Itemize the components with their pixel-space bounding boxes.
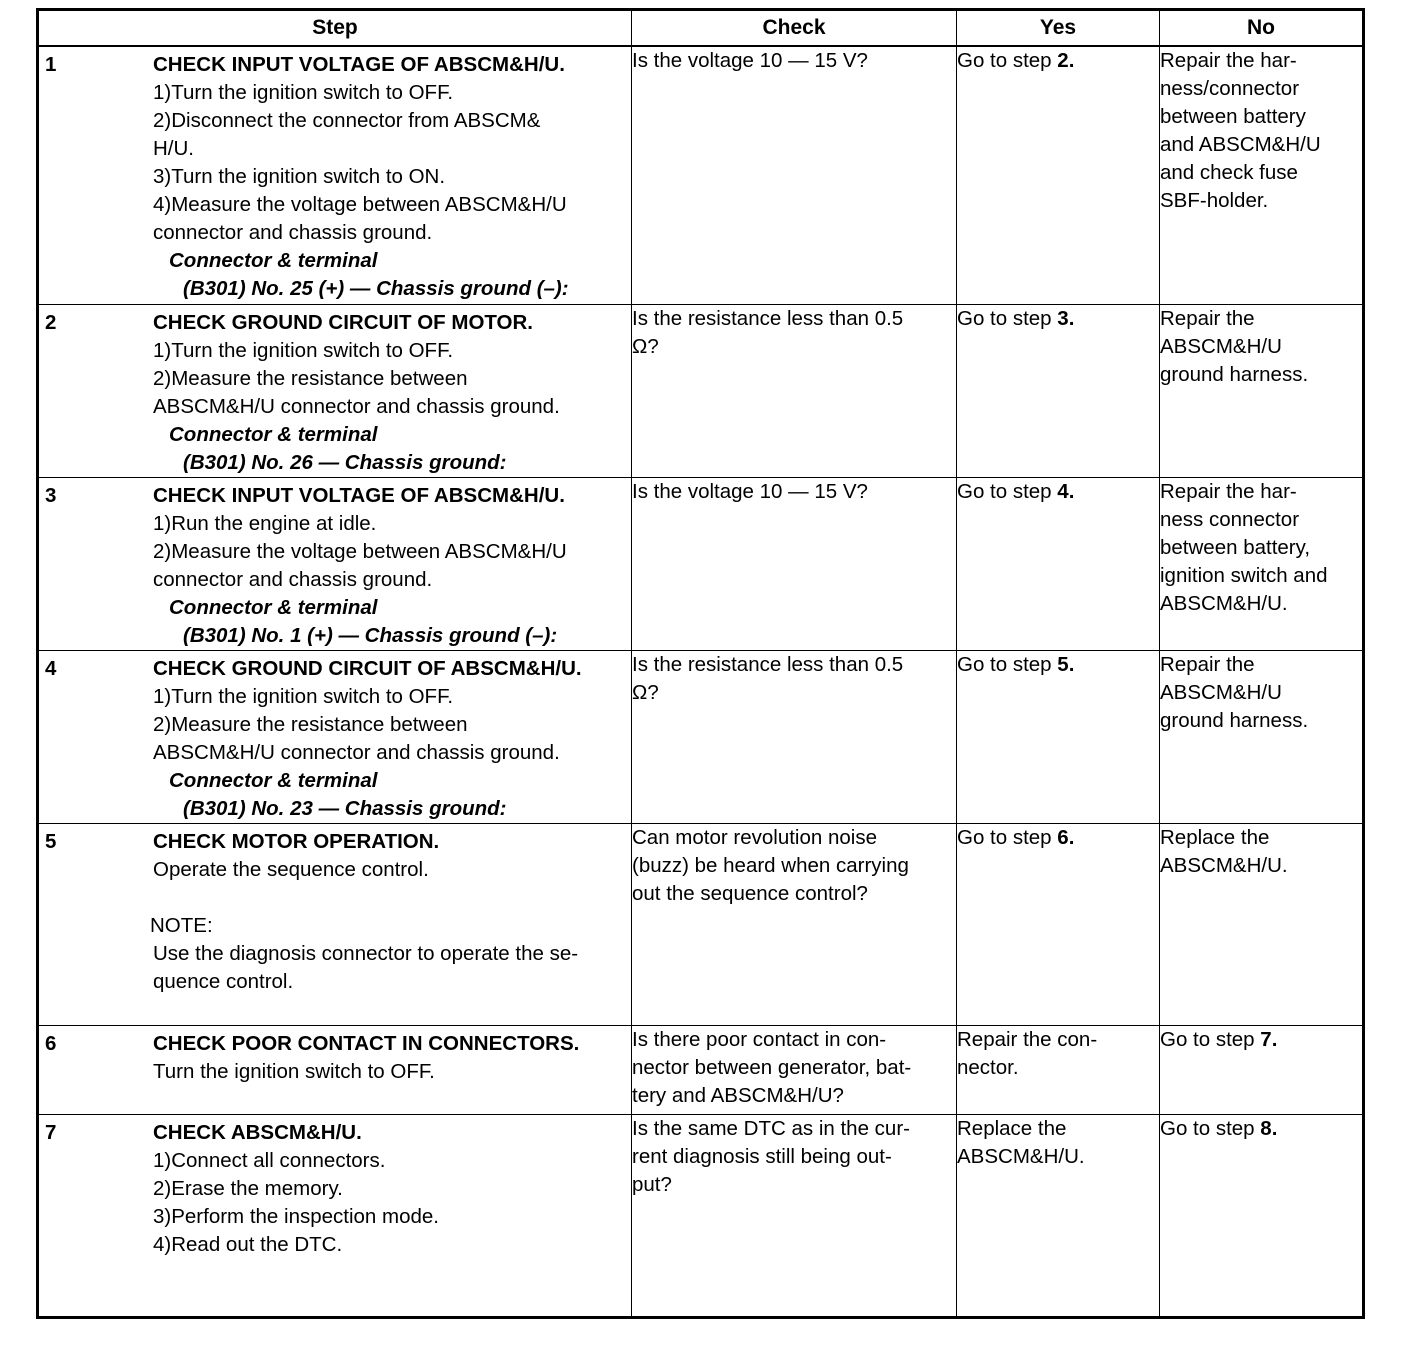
no-line: between battery, xyxy=(1160,535,1311,559)
step-title: CHECK INPUT VOLTAGE OF ABSCM&H/U. xyxy=(153,53,565,76)
no-text: Go to step xyxy=(1160,1116,1255,1140)
yes-cell xyxy=(957,304,1160,477)
no-cell xyxy=(1160,477,1364,650)
yes-cell xyxy=(957,650,1160,823)
yes-cell xyxy=(957,823,1160,1025)
step-line: 2)Erase the memory. xyxy=(153,1176,343,1200)
table-row xyxy=(38,1114,1364,1317)
check-line: Is the voltage 10 — 15 V? xyxy=(632,479,868,503)
yes-line: nector. xyxy=(957,1055,1019,1079)
step-cell xyxy=(38,823,632,1025)
step-number: 4 xyxy=(45,656,57,680)
connector-label: Connector & terminal xyxy=(169,595,378,619)
yes-cell xyxy=(957,1025,1160,1114)
table-row xyxy=(38,650,1364,823)
no-line: ABSCM&H/U. xyxy=(1160,591,1288,615)
check-cell xyxy=(632,477,957,650)
no-line: and check fuse xyxy=(1160,161,1298,184)
check-cell xyxy=(632,46,957,304)
no-cell xyxy=(1160,650,1364,823)
connector-terminal: (B301) No. 26 — Chassis ground: xyxy=(183,450,507,474)
table-row xyxy=(38,46,1364,304)
check-line: tery and ABSCM&H/U? xyxy=(632,1083,844,1107)
diagnosis-table xyxy=(36,8,1365,1319)
yes-text: Go to step xyxy=(957,825,1052,849)
step-line: 3)Turn the ignition switch to ON. xyxy=(153,165,446,188)
yes-cell xyxy=(957,477,1160,650)
step-number: 2 xyxy=(45,310,57,334)
step-line: H/U. xyxy=(153,137,194,160)
check-cell xyxy=(632,1025,957,1114)
check-cell xyxy=(632,304,957,477)
check-cell xyxy=(632,1114,957,1317)
check-line: rent diagnosis still being out- xyxy=(632,1144,892,1168)
no-line: ABSCM&H/U xyxy=(1160,680,1282,704)
step-line: 1)Turn the ignition switch to OFF. xyxy=(153,81,454,104)
step-title: CHECK INPUT VOLTAGE OF ABSCM&H/U. xyxy=(153,483,565,507)
step-title: CHECK GROUND CIRCUIT OF ABSCM&H/U. xyxy=(153,656,582,680)
yes-step-number: 5. xyxy=(1057,652,1075,676)
step-cell xyxy=(38,650,632,823)
step-number: 7 xyxy=(45,1120,57,1144)
check-line: put? xyxy=(632,1172,672,1196)
header-check: Check xyxy=(632,10,957,47)
step-line: ABSCM&H/U connector and chassis ground. xyxy=(153,740,560,764)
check-line: nector between generator, bat- xyxy=(632,1055,912,1079)
yes-cell xyxy=(957,46,1160,304)
no-cell xyxy=(1160,1114,1364,1317)
step-cell xyxy=(38,46,632,304)
step-line: 1)Connect all connectors. xyxy=(153,1148,386,1172)
step-number: 3 xyxy=(45,483,57,507)
no-line: ABSCM&H/U. xyxy=(1160,853,1288,877)
check-line: Is the voltage 10 — 15 V? xyxy=(632,49,868,72)
table-row xyxy=(38,823,1364,1025)
no-line: ground harness. xyxy=(1160,362,1309,386)
check-line: Ω? xyxy=(632,334,659,358)
note-line: Use the diagnosis connector to operate the se- xyxy=(153,941,579,965)
check-line: Can motor revolution noise xyxy=(632,825,877,849)
step-line: Operate the sequence control. xyxy=(153,857,429,881)
no-line: ness/connector xyxy=(1160,77,1300,100)
check-line: Is there poor contact in con- xyxy=(632,1027,887,1051)
no-step-number: 8. xyxy=(1260,1116,1278,1140)
note-line: quence control. xyxy=(153,969,294,993)
step-line: connector and chassis ground. xyxy=(153,221,433,244)
no-line: ground harness. xyxy=(1160,708,1309,732)
yes-line: ABSCM&H/U. xyxy=(957,1144,1085,1168)
step-title: CHECK ABSCM&H/U. xyxy=(153,1120,362,1144)
step-line: ABSCM&H/U connector and chassis ground. xyxy=(153,394,560,418)
step-cell xyxy=(38,304,632,477)
check-line: Is the same DTC as in the cur- xyxy=(632,1116,910,1140)
yes-line: Repair the con- xyxy=(957,1027,1098,1051)
connector-terminal: (B301) No. 23 — Chassis ground: xyxy=(183,796,507,820)
step-cell xyxy=(38,1114,632,1317)
step-number: 5 xyxy=(45,829,57,853)
header-no: No xyxy=(1160,10,1364,47)
step-cell xyxy=(38,477,632,650)
no-cell xyxy=(1160,1025,1364,1114)
yes-line: Replace the xyxy=(957,1116,1067,1140)
connector-terminal: (B301) No. 1 (+) — Chassis ground (–): xyxy=(183,623,558,647)
step-line: connector and chassis ground. xyxy=(153,567,433,591)
step-line: 1)Turn the ignition switch to OFF. xyxy=(153,684,454,708)
step-line: 4)Read out the DTC. xyxy=(153,1232,343,1256)
no-line: Repair the har- xyxy=(1160,49,1297,72)
no-line: Repair the xyxy=(1160,652,1255,676)
check-line: Is the resistance less than 0.5 xyxy=(632,306,904,330)
yes-step-number: 6. xyxy=(1057,825,1075,849)
yes-step-number: 4. xyxy=(1057,479,1075,503)
table-row xyxy=(38,477,1364,650)
connector-label: Connector & terminal xyxy=(169,422,378,446)
step-line: 2)Measure the resistance between xyxy=(153,366,468,390)
yes-step-number: 2. xyxy=(1057,49,1075,72)
header-step: Step xyxy=(38,10,632,47)
yes-text: Go to step xyxy=(957,306,1052,330)
step-title: CHECK POOR CONTACT IN CONNECTORS. xyxy=(153,1031,580,1055)
header-yes: Yes xyxy=(957,10,1160,47)
check-line: Is the resistance less than 0.5 xyxy=(632,652,904,676)
step-line: Turn the ignition switch to OFF. xyxy=(153,1059,435,1083)
check-line: (buzz) be heard when carrying xyxy=(632,853,909,877)
no-cell xyxy=(1160,304,1364,477)
no-line: Replace the xyxy=(1160,825,1270,849)
step-line: 2)Disconnect the connector from ABSCM& xyxy=(153,109,541,132)
header-row xyxy=(38,10,1364,47)
step-line: 3)Perform the inspection mode. xyxy=(153,1204,439,1228)
no-line: Repair the har- xyxy=(1160,479,1297,503)
check-line: Ω? xyxy=(632,680,659,704)
step-line: 1)Run the engine at idle. xyxy=(153,511,377,535)
connector-label: Connector & terminal xyxy=(169,249,378,272)
step-line: 4)Measure the voltage between ABSCM&H/U xyxy=(153,193,567,216)
step-line: 2)Measure the resistance between xyxy=(153,712,468,736)
step-line: 1)Turn the ignition switch to OFF. xyxy=(153,338,454,362)
no-line: ABSCM&H/U xyxy=(1160,334,1282,358)
table-row xyxy=(38,1025,1364,1114)
table-row xyxy=(38,304,1364,477)
step-number: 1 xyxy=(45,53,57,76)
yes-step-number: 3. xyxy=(1057,306,1075,330)
yes-text: Go to step xyxy=(957,49,1052,72)
step-number: 6 xyxy=(45,1031,57,1055)
no-line: SBF-holder. xyxy=(1160,189,1269,212)
no-text: Go to step xyxy=(1160,1027,1255,1051)
check-cell xyxy=(632,823,957,1025)
no-step-number: 7. xyxy=(1260,1027,1278,1051)
no-cell xyxy=(1160,823,1364,1025)
check-cell xyxy=(632,650,957,823)
no-line: between battery xyxy=(1160,105,1306,128)
no-line: and ABSCM&H/U xyxy=(1160,133,1321,156)
step-cell xyxy=(38,1025,632,1114)
no-cell xyxy=(1160,46,1364,304)
connector-label: Connector & terminal xyxy=(169,768,378,792)
no-line: ignition switch and xyxy=(1160,563,1328,587)
step-title: CHECK GROUND CIRCUIT OF MOTOR. xyxy=(153,310,534,334)
check-line: out the sequence control? xyxy=(632,881,868,905)
note-label: NOTE: xyxy=(150,913,213,937)
yes-cell xyxy=(957,1114,1160,1317)
step-line: 2)Measure the voltage between ABSCM&H/U xyxy=(153,539,567,563)
yes-text: Go to step xyxy=(957,652,1052,676)
connector-terminal: (B301) No. 25 (+) — Chassis ground (–): xyxy=(183,277,569,300)
no-line: Repair the xyxy=(1160,306,1255,330)
yes-text: Go to step xyxy=(957,479,1052,503)
no-line: ness connector xyxy=(1160,507,1300,531)
step-title: CHECK MOTOR OPERATION. xyxy=(153,829,440,853)
